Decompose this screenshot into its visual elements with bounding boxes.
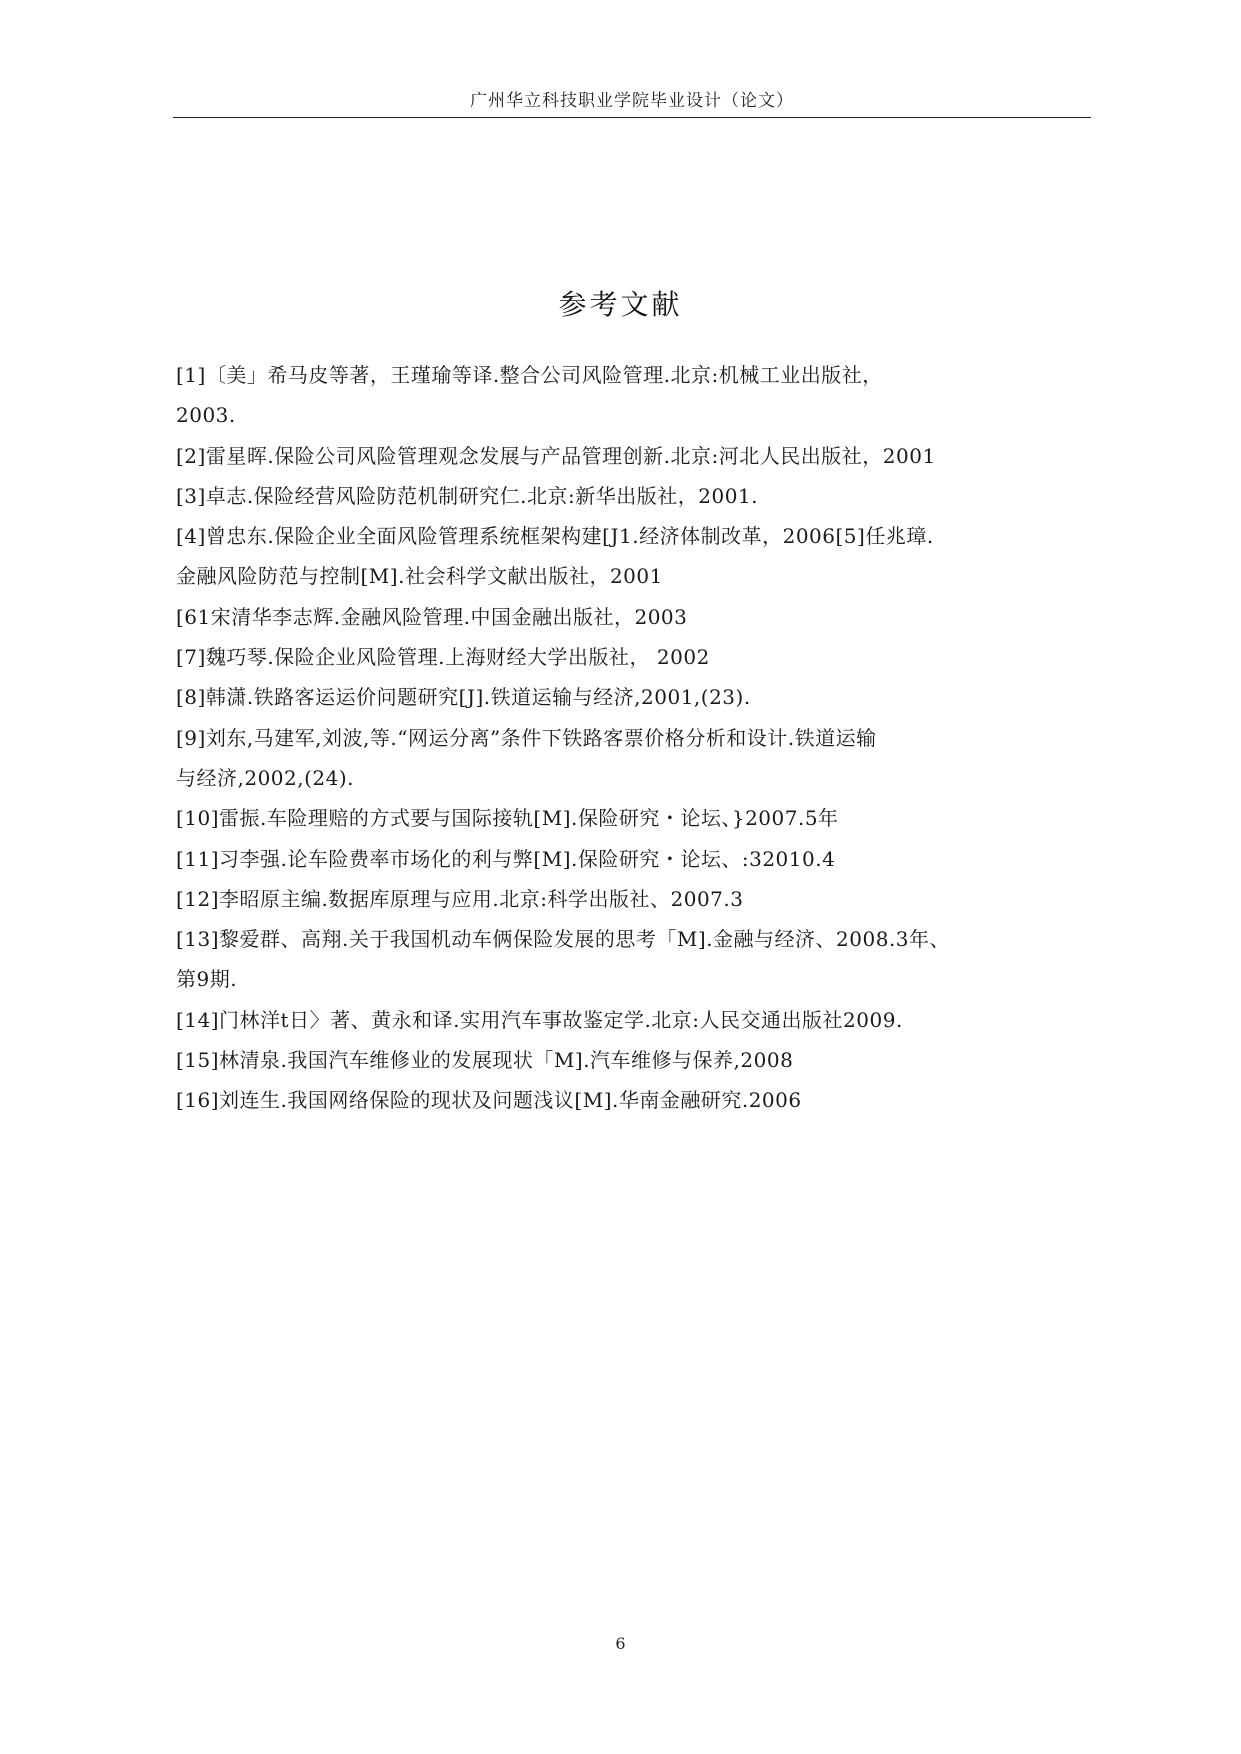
reference-line: [13]黎爱群、高翔.关于我国机动车俩保险发展的思考「M].金融与经济、2008.3年、: [176, 927, 951, 952]
page-number: 6: [615, 1634, 626, 1653]
reference-line: [1]〔美」希马皮等著，王瑾瑜等译.整合公司风险管理.北京:机械工业出版社，: [176, 363, 883, 387]
reference-list: [176, 355, 1096, 1121]
reference-line: [61宋清华李志辉.金融风险管理.中国金融出版社，2003: [176, 604, 688, 629]
reference-line: [14]门林洋t日〉著、黄永和译.实用汽车事故鉴定学.北京:人民交通出版社2009.: [176, 1007, 903, 1032]
reference-line: [10]雷振.车险理赔的方式要与国际接轨[M].保险研究・论坛、}2007.5年: [176, 806, 839, 831]
references-title: 参考文献: [558, 288, 683, 321]
reference-line: 与经济,2002,(24).: [176, 765, 355, 790]
reference-line: 第9期.: [176, 967, 238, 992]
reference-line: [2]雷星晖.保险公司风险管理观念发展与产品管理创新.北京:河北人民出版社，2001: [176, 443, 936, 468]
reference-line: [4]曾忠东.保险企业全面风险管理系统框架构建[J1.经济体制改革，2006[5]任兆璋.: [176, 524, 934, 549]
reference-line: [8]韩潇.铁路客运运价问题研究[J].铁道运输与经济,2001,(23).: [176, 685, 751, 710]
page-header: 广州华立科技职业学院毕业设计（论文）: [470, 91, 794, 111]
reference-line: [16]刘连生.我国网络保险的现状及问题浅议[M].华南金融研究.2006: [176, 1088, 802, 1113]
reference-line: 金融风险防范与控制[M].社会科学文献出版社，2001: [176, 564, 663, 589]
reference-line: [12]李昭原主编.数据库原理与应用.北京:科学出版社、2007.3: [176, 886, 744, 911]
header-divider: [173, 117, 1091, 118]
reference-line: [11]习李强.论车险费率市场化的利与弊[M].保险研究・论坛、:32010.4: [176, 846, 836, 871]
reference-line: [3]卓志.保险经营风险防范机制研究仁.北京:新华出版社，2001.: [176, 483, 759, 508]
reference-line: [9]刘东,马建军,刘波,等.“网运分离”条件下铁路客票价格分析和设计.铁道运输: [176, 725, 877, 750]
reference-line: 2003.: [176, 403, 236, 428]
reference-line: [7]魏巧琴.保险企业风险管理.上海财经大学出版社， 2002: [176, 645, 710, 670]
reference-line: [15]林清泉.我国汽车维修业的发展现状「M].汽车维修与保养,2008: [176, 1048, 794, 1073]
